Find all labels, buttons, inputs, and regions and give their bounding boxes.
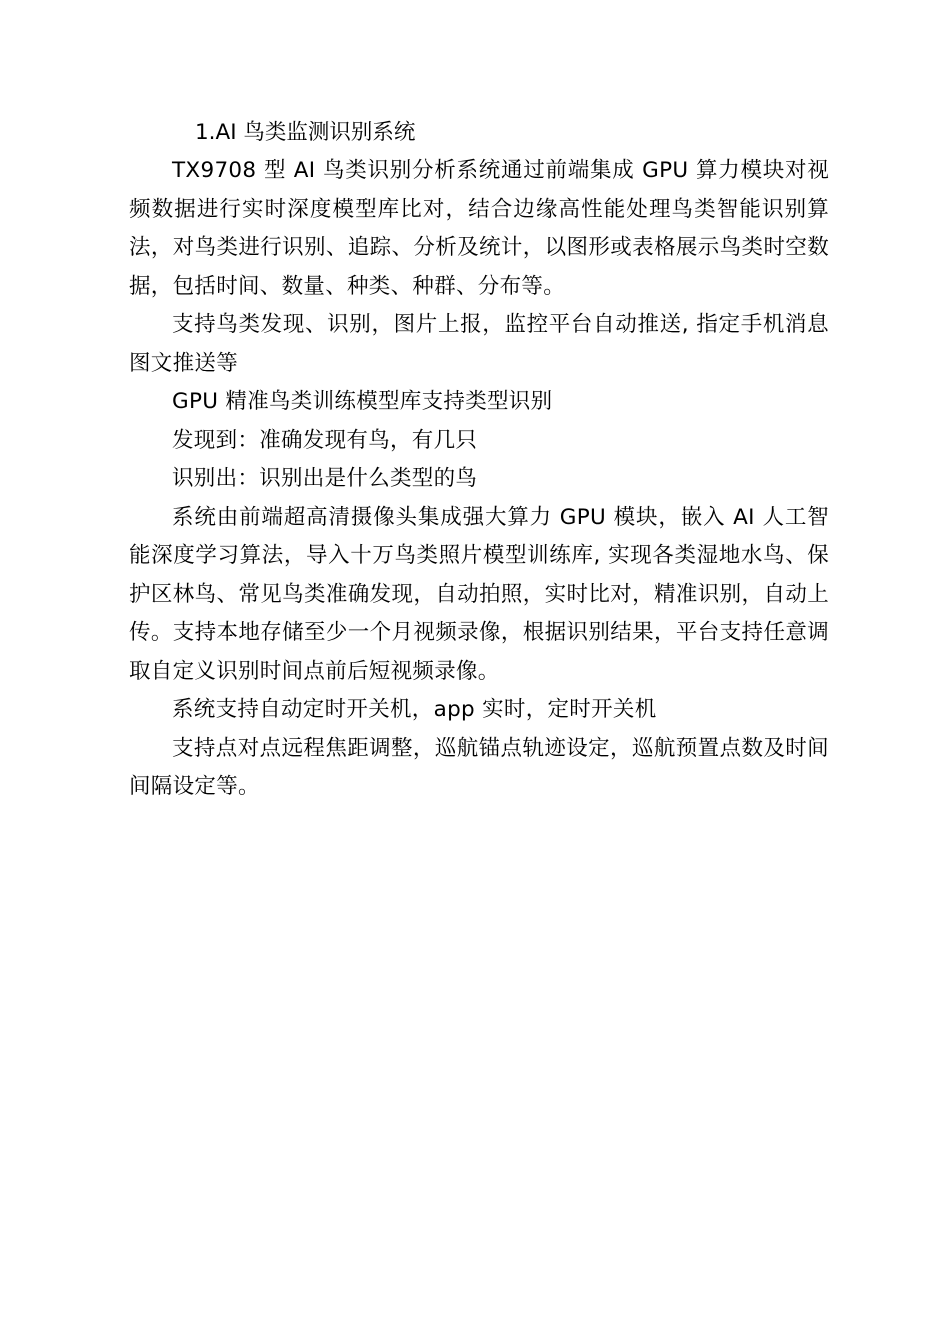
paragraph-power-schedule: 系统支持自动定时开关机，app 实时，定时开关机: [172, 697, 657, 722]
paragraph-gpu-model-library: GPU 精准鸟类训练模型库支持类型识别: [172, 389, 553, 414]
paragraph-discovery-push: 支持鸟类发现、识别，图片上报，监控平台自动推送, 指定手机消息图文推送等: [129, 312, 829, 376]
paragraph-detect: 发现到：准确发现有鸟，有几只: [172, 427, 478, 453]
paragraph-system-overview: TX9708 型 AI 鸟类识别分析系统通过前端集成 GPU 算力模块对视频数据进行实时深度模型库比对，结合边缘高性能处理鸟类智能识别算法，对鸟类进行识别、追踪、分析及统计，以图形或表格展示鸟类时空数据，包括时间、数量、种类、种群、分布等。: [129, 158, 829, 299]
paragraph-identify: 识别出：识别出是什么类型的鸟: [172, 466, 478, 491]
paragraph-frontend-camera: 系统由前端超高清摄像头集成强大算力 GPU 模块，嵌入 AI 人工智能深度学习算法，导入十万鸟类照片模型训练库, 实现各类湿地水鸟、保护区林鸟、常见鸟类准确发现，自动拍照，实时比对，精准识别，自动上传。支持本地存储至少一个月视频录像，根据识别结果，平台支持任意调取自定义识别时间点前后短视频录像。: [129, 504, 829, 684]
document-body: [129, 116, 829, 807]
section-heading: 1.AI 鸟类监测识别系统: [195, 120, 416, 145]
paragraph-ptz-cruise: 支持点对点远程焦距调整，巡航锚点轨迹设定，巡航预置点数及时间间隔设定等。: [129, 735, 829, 799]
